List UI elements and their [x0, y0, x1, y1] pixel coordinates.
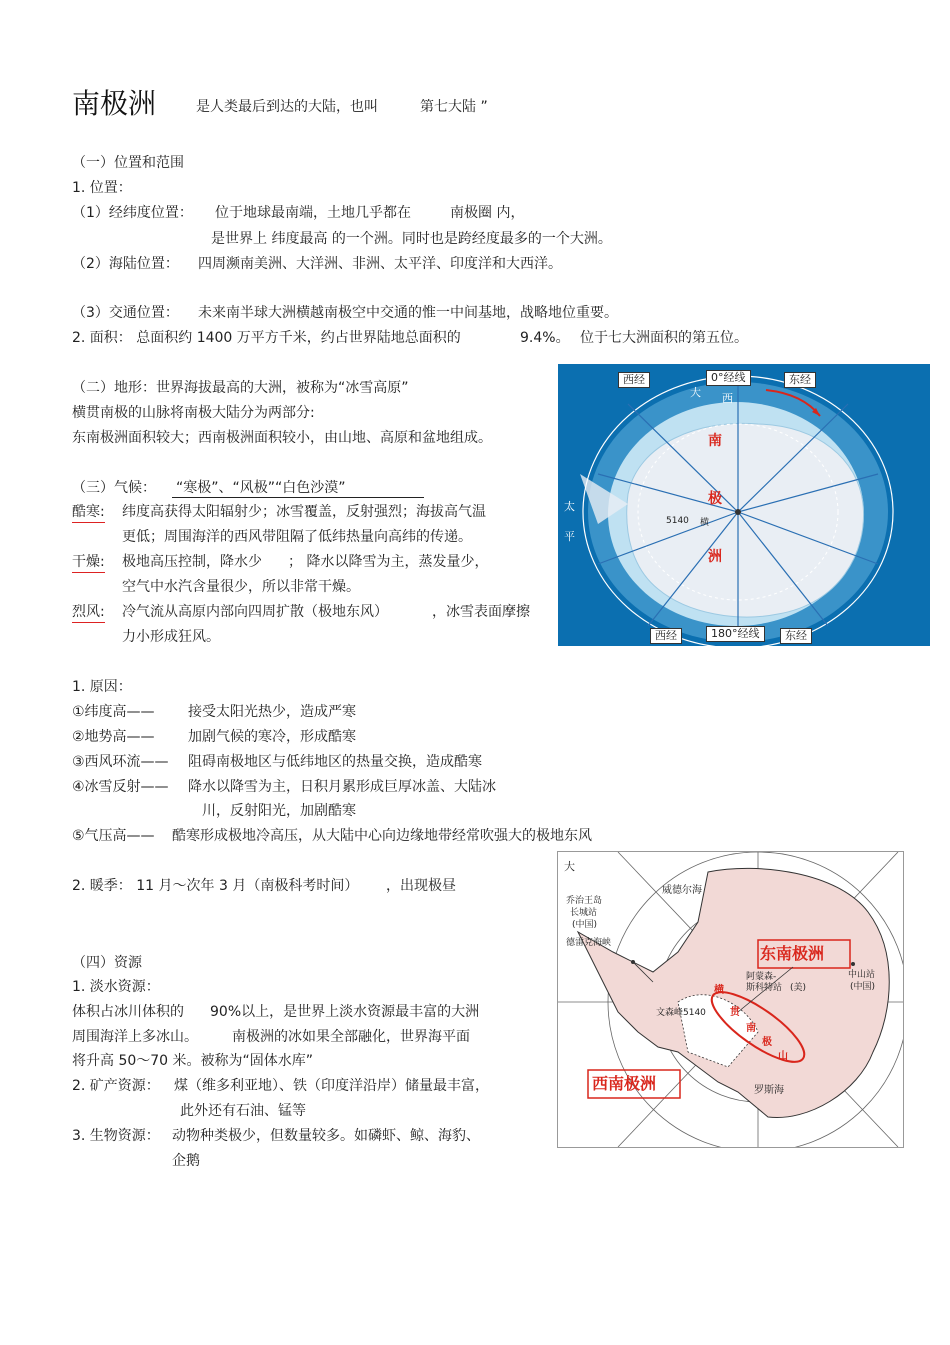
climate-nicknames-underline — [172, 497, 424, 498]
cause-2-text: 加剧气候的寒冷，形成酷寒 — [188, 729, 356, 745]
cold-text-2: 更低；周围海洋的西风带阻隔了低纬热量向高纬的传递。 — [122, 529, 472, 545]
cause-4-label: ④冰雪反射—— — [72, 779, 169, 795]
cause-4-text-2: 川，反射阳光，加剧酷寒 — [202, 803, 356, 819]
wind-text-1b: ，冰雪表面摩擦 — [432, 604, 530, 620]
wind-text-2: 力小形成狂风。 — [122, 629, 220, 645]
map2-station-zhongshan-country: (中国) — [850, 982, 876, 992]
area-text-a: 2. 面积： 总面积约 1400 万平方千米，约占世界陆地总面积的 — [72, 330, 461, 346]
map2-station-scott-country: (美) — [790, 983, 807, 993]
bio-text-2: 企鹅 — [172, 1153, 200, 1169]
map2-weddell-sea: 威德尔海 — [662, 885, 702, 896]
bio-text-1: 动物种类极少，但数量较多。如磷虾、鲸、海豹、 — [172, 1128, 480, 1144]
page-title: 南极洲 — [72, 87, 157, 120]
cause-5-text: 酷寒形成极地冷高压，从大陆中心向边缘地带经常吹强大的极地东风 — [172, 828, 592, 844]
cause-1-label: ①纬度高—— — [72, 704, 155, 720]
map1-label-east-bottom: 东经 — [780, 628, 812, 644]
title-subtitle-b: 第七大陆 ” — [420, 99, 488, 115]
area-text-b: 9.4%。 — [520, 330, 570, 346]
causes-heading: 1. 原因： — [72, 679, 132, 695]
map2-station-george-island: 乔治王岛 — [566, 896, 603, 906]
section-heading-climate: （三）气候： — [72, 480, 156, 496]
terrain-line-1: 横贯南极的山脉将南极大陆分为两部分: — [72, 405, 315, 421]
map2-mountain-heng: 横 — [714, 985, 724, 996]
climate-nicknames: “寒极”、“风极”“白色沙漠” — [176, 480, 346, 496]
antarctica-longitude-map — [558, 364, 930, 646]
freshwater-text-1b: 90%以上，是世界上淡水资源最丰富的大洲 — [210, 1004, 480, 1020]
cause-1-text: 接受太阳光热少，造成严寒 — [188, 704, 356, 720]
map2-mountain-shan: 山 — [778, 1051, 788, 1062]
warm-season-a: 2. 暖季： 11 月～次年 3 月（南极科考时间） — [72, 878, 359, 894]
cause-5-label: ⑤气压高—— — [72, 828, 155, 844]
map2-station-zhongshan: 中山站 — [848, 970, 876, 980]
wind-text-1a: 冷气流从高原内部向四周扩散（极地东风） — [122, 604, 388, 620]
section-heading-terrain: （二）地形：世界海拔最高的大洲，被称为“冰雪高原” — [72, 380, 409, 396]
traffic-text: 未来南半球大洲横越南极空中交通的惟一中间基地，战略地位重要。 — [198, 305, 618, 321]
map1-label-meridian-180: 180°经线 — [706, 626, 765, 642]
warm-season-b: ，出现极昼 — [386, 878, 456, 894]
latlon-text-c: 是世界上 纬度最高 的一个洲。同时也是跨经度最多的一个大洲。 — [211, 231, 612, 247]
map1-ocean-ping: 平 — [564, 530, 575, 543]
east-west-antarctica-map-drawing — [558, 852, 903, 1147]
map2-mountain-ji: 极 — [762, 1037, 772, 1048]
sea-land-label: （2）海陆位置： — [72, 256, 179, 272]
bio-label: 3. 生物资源： — [72, 1128, 160, 1144]
map1-label-west-top: 西经 — [618, 372, 650, 388]
freshwater-text-2a: 周围海洋上多冰山。 — [72, 1029, 198, 1045]
freshwater-text-2b: 南极洲的冰如果全部融化，世界海平面 — [232, 1029, 470, 1045]
map1-label-zhou: 洲 — [708, 549, 722, 565]
latlon-text-b: 南极圈 内， — [450, 205, 525, 221]
mineral-text-2: 此外还有石油、锰等 — [180, 1103, 306, 1119]
map1-label-meridian-0: 0°经线 — [706, 370, 751, 386]
map1-ocean-tai: 太 — [564, 500, 575, 513]
freshwater-text-1a: 体积占冰川体积的 — [72, 1004, 184, 1020]
cause-3-label: ③西风环流—— — [72, 754, 169, 770]
mineral-label: 2. 矿产资源： — [72, 1078, 160, 1094]
map2-drake-passage: 德雷克海峡 — [566, 938, 612, 948]
dry-text-1b: ； 降水以降雪为主，蒸发量少， — [288, 554, 489, 570]
map2-ocean-da: 大 — [564, 860, 575, 873]
cause-4-text: 降水以降雪为主，日积月累形成巨厚冰盖、大陆冰 — [188, 779, 496, 795]
map1-ocean-xi: 西 — [722, 392, 733, 405]
map2-station-amundsen: 阿蒙森- — [746, 972, 777, 982]
map1-label-ji: 极 — [708, 491, 722, 507]
mineral-text-1: 煤（维多利亚地）、铁（印度洋沿岸）储量最丰富， — [174, 1078, 489, 1094]
map2-vinson-massif: 文森峰5140 — [656, 1008, 706, 1018]
section-heading-resources: （四）资源 — [72, 955, 142, 971]
map2-station-scott: 斯科特站 — [746, 983, 783, 993]
east-west-antarctica-map — [557, 851, 904, 1148]
map1-label-nan: 南 — [708, 433, 722, 449]
map1-label-east-top: 东经 — [784, 372, 816, 388]
map2-label-west-antarctica: 西南极洲 — [592, 1074, 657, 1093]
map2-station-great-wall-country: (中国) — [572, 920, 598, 930]
latlon-text-a: 位于地球最南端，土地几乎都在 — [215, 205, 411, 221]
freshwater-label: 1. 淡水资源： — [72, 979, 160, 995]
cause-2-label: ②地势高—— — [72, 729, 155, 745]
dry-text-1a: 极地高压控制，降水少 — [122, 554, 262, 570]
cause-3-text: 阻碍南极地区与低纬地区的热量交换，造成酷寒 — [188, 754, 482, 770]
map2-label-east-antarctica: 东南极洲 — [760, 944, 825, 963]
latlon-label: （1）经纬度位置： — [72, 205, 193, 221]
area-text-c: 位于七大洲面积的第五位。 — [580, 330, 748, 346]
sea-land-text: 四周濒南美洲、大洋洲、非洲、太平洋、印度洋和大西洋。 — [198, 256, 562, 272]
freshwater-text-3: 将升高 50～70 米。被称为“固体水库” — [72, 1053, 314, 1069]
antarctica-longitude-map-drawing — [558, 364, 930, 646]
map2-mountain-guan: 贯 — [730, 1007, 740, 1018]
map1-ocean-da: 大 — [690, 386, 701, 399]
map2-mountain-nan: 南 — [746, 1023, 756, 1034]
cold-text-1: 纬度高获得太阳辐射少；冰雪覆盖，反射强烈；海拔高气温 — [122, 504, 486, 520]
cold-label: 酷寒: — [72, 502, 105, 523]
map2-station-great-wall: 长城站 — [570, 908, 598, 918]
title-subtitle-a: 是人类最后到达的大陆，也叫 — [196, 99, 378, 115]
item-location: 1. 位置： — [72, 180, 132, 196]
map1-peak-height: 5140 — [666, 516, 689, 526]
terrain-line-2: 东南极洲面积较大；西南极洲面积较小，由山地、高原和盆地组成。 — [72, 430, 492, 446]
traffic-label: （3）交通位置： — [72, 305, 179, 321]
section-heading-location: （一）位置和范围 — [72, 155, 184, 171]
map2-ross-sea: 罗斯海 — [754, 1085, 784, 1096]
map1-label-heng: 横 — [700, 518, 710, 528]
dry-label: 干燥: — [72, 552, 105, 573]
dry-text-2: 空气中水汽含量很少，所以非常干燥。 — [122, 579, 360, 595]
map1-label-west-bottom: 西经 — [650, 628, 682, 644]
wind-label: 烈风: — [72, 602, 105, 623]
